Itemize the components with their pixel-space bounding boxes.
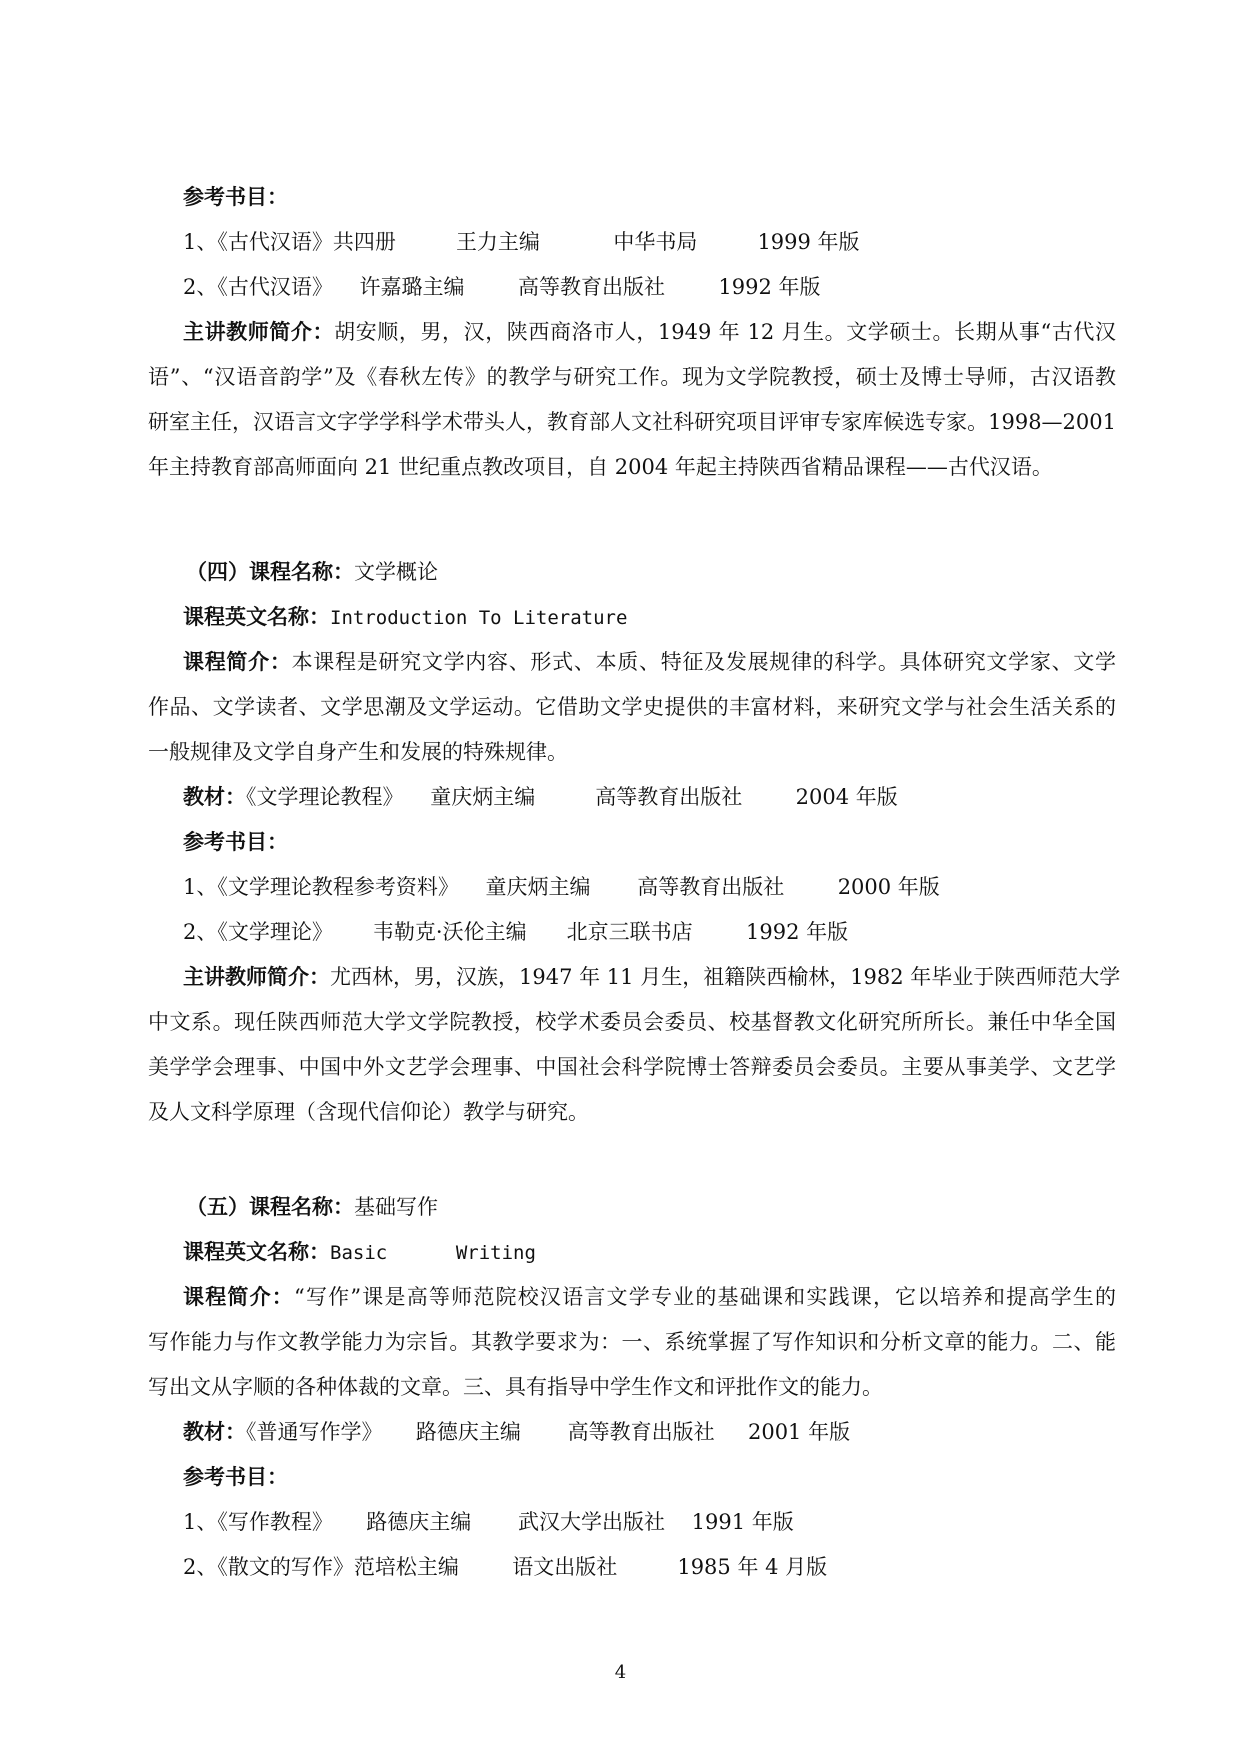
- reference-item: 2、《文学理论》 韦勒克·沃伦主编 北京三联书店 1992 年版: [183, 920, 849, 944]
- reference-item: 1、《古代汉语》共四册 王力主编 中华书局 1999 年版: [183, 230, 860, 254]
- course-name-line: [186, 1192, 438, 1222]
- teacher-intro-text: 研室主任，汉语言文字学学科学术带头人，教育部人文社科研究项目评审专家库候选专家。1998—2001: [148, 410, 1116, 434]
- teacher-intro-text: 中文系。现任陕西师范大学文学院教授，校学术委员会委员、校基督教文化研究所所长。兼任中华全国: [148, 1010, 1116, 1034]
- course-intro-text: 本课程是研究文学内容、形式、本质、特征及发展规律的科学。具体研究文学家、文学: [291, 650, 1117, 674]
- course-name-label: （四）课程名称：: [186, 559, 354, 584]
- teacher-intro-text: 美学学会理事、中国中外文艺学会理事、中国社会科学院博士答辩委员会委员。主要从事美学、文艺学: [148, 1055, 1116, 1079]
- teacher-intro-text: 尤西林，男，汉族，1947 年 11 月生，祖籍陕西榆林，1982 年毕业于陕西师范大学: [330, 965, 1121, 989]
- textbook-label: 教材：: [183, 784, 246, 809]
- reference-item: 2、《古代汉语》 许嘉璐主编 高等教育出版社 1992 年版: [183, 275, 821, 299]
- course-intro-text: 写作能力与作文教学能力为宗旨。其教学要求为：一、系统掌握了写作知识和分析文章的能力。二、能: [148, 1330, 1116, 1354]
- reference-item: 1、《写作教程》 路德庆主编 武汉大学出版社 1991 年版: [183, 1510, 794, 1534]
- reference-item: 1、《文学理论教程参考资料》 童庆炳主编 高等教育出版社 2000 年版: [183, 875, 940, 899]
- teacher-intro-text: 语”、“汉语音韵学”及《春秋左传》的教学与研究工作。现为文学院教授，硕士及博士导师，古汉语教: [148, 365, 1116, 389]
- course-intro-text: “写作”课是高等师范院校汉语言文学专业的基础课和实践课，它以培养和提高学生的: [294, 1285, 1116, 1309]
- course-intro-text: 写出文从字顺的各种体裁的文章。三、具有指导中学生作文和评批作文的能力。: [148, 1375, 883, 1399]
- teacher-intro-line: [183, 962, 1121, 992]
- course-intro-line: [183, 1282, 1116, 1312]
- refs-heading: 参考书目：: [183, 829, 288, 854]
- textbook-line: [183, 1417, 850, 1447]
- course-name-value: 文学概论: [354, 560, 438, 584]
- course-name-line: [186, 557, 438, 587]
- teacher-intro-label: 主讲教师简介：: [183, 964, 330, 989]
- course-name-label: （五）课程名称：: [186, 1194, 354, 1219]
- teacher-intro-text: 年主持教育部高师面向 21 世纪重点教改项目，自 2004 年起主持陕西省精品课程——古代汉语。: [148, 455, 1053, 479]
- teacher-intro-line: [183, 317, 1116, 347]
- course-english-name-label: 课程英文名称：: [183, 1239, 330, 1264]
- course-english-name-line: [183, 1237, 536, 1267]
- textbook-value: 《文学理论教程》 童庆炳主编 高等教育出版社 2004 年版: [246, 785, 898, 809]
- textbook-line: [183, 782, 898, 812]
- course-english-name-value: Introduction To Literature: [330, 607, 628, 629]
- course-intro-label: 课程简介：: [183, 649, 292, 674]
- page-number: 4: [614, 1662, 627, 1683]
- course-intro-text: 作品、文学读者、文学思潮及文学运动。它借助文学史提供的丰富材料，来研究文学与社会生活关系的: [148, 695, 1116, 719]
- teacher-intro-text: 及人文科学原理（含现代信仰论）教学与研究。: [148, 1100, 589, 1124]
- reference-item: 2、《散文的写作》范培松主编 语文出版社 1985 年 4 月版: [183, 1555, 828, 1579]
- course-english-name-value: Basic Writing: [330, 1242, 536, 1264]
- course-english-name-label: 课程英文名称：: [183, 604, 330, 629]
- course-english-name-line: [183, 602, 627, 632]
- textbook-label: 教材：: [183, 1419, 246, 1444]
- course-intro-line: [183, 647, 1116, 677]
- teacher-intro-text: 胡安顺，男，汉，陕西商洛市人，1949 年 12 月生。文学硕士。长期从事“古代汉: [334, 320, 1116, 344]
- refs-heading: 参考书目：: [183, 1464, 288, 1489]
- refs-heading: 参考书目：: [183, 184, 288, 209]
- textbook-value: 《普通写作学》 路德庆主编 高等教育出版社 2001 年版: [246, 1420, 851, 1444]
- teacher-intro-label: 主讲教师简介：: [183, 319, 335, 344]
- course-intro-label: 课程简介：: [183, 1284, 295, 1309]
- course-intro-text: 一般规律及文学自身产生和发展的特殊规律。: [148, 740, 568, 764]
- course-name-value: 基础写作: [354, 1195, 438, 1219]
